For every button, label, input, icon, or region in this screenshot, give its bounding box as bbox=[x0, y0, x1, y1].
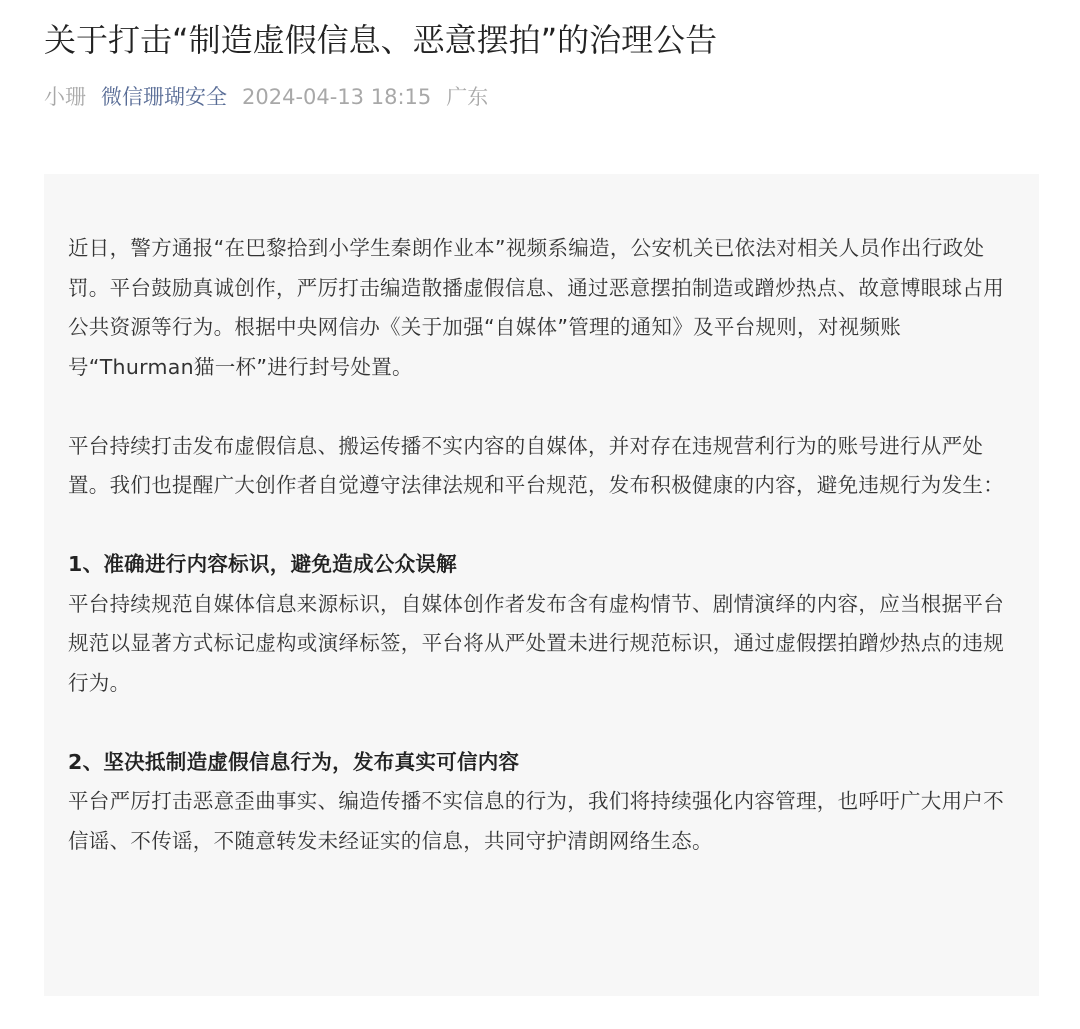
section-1-body: 平台持续规范自媒体信息来源标识，自媒体创作者发布含有虚构情节、剧情演绎的内容，应当根据平台规范以显著方式标记虚构或演绎标签，平台将从严处置未进行规范标识，通过虚假摆拍蹭炒热点的违规行为。 bbox=[68, 591, 1004, 695]
paragraph-reminder: 平台持续打击发布虚假信息、搬运传播不实内容的自媒体，并对存在违规营利行为的账号进行从严处置。我们也提醒广大创作者自觉遵守法律法规和平台规范，发布积极健康的内容，避免违规行为发生： bbox=[68, 433, 1004, 497]
article-title: 关于打击“制造虚假信息、恶意摆拍”的治理公告 bbox=[44, 21, 718, 59]
author-name: 小珊 bbox=[44, 85, 86, 109]
article-content bbox=[44, 174, 1039, 996]
account-link[interactable]: 微信珊瑚安全 bbox=[101, 85, 227, 109]
section-2-body: 平台严厉打击恶意歪曲事实、编造传播不实信息的行为，我们将持续强化内容管理，也呼吁广大用户不信谣、不传谣，不随意转发未经证实的信息，共同守护清朗网络生态。 bbox=[68, 789, 1004, 853]
section-1-heading: 1、准确进行内容标识，避免造成公众误解 bbox=[68, 552, 457, 576]
paragraph-intro: 近日，警方通报“在巴黎拾到小学生秦朗作业本”视频系编造，公安机关已依法对相关人员作出行政处罚。平台鼓励真诚创作，严厉打击编造散播虚假信息、通过恶意摆拍制造或蹭炒热点、故意博眼球占用公共资源等行为。根据中央网信办《关于加强“自媒体”管理的通知》及平台规则，对视频账号“Thurman猫一杯”进行封号处置。 bbox=[68, 236, 1004, 379]
publish-location: 广东 bbox=[446, 85, 489, 109]
section-2-heading: 2、坚决抵制造虚假信息行为，发布真实可信内容 bbox=[68, 749, 520, 774]
publish-date: 2024-04-13 18:15 bbox=[242, 85, 432, 109]
article-meta bbox=[44, 80, 488, 114]
